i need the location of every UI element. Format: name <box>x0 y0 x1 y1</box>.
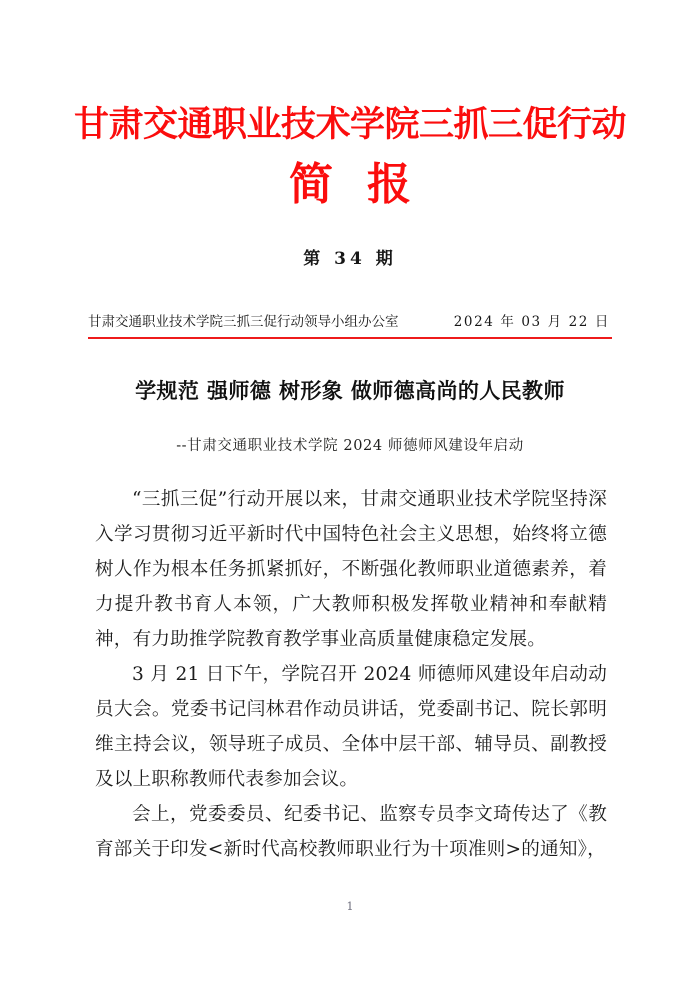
issue-number: 第 34 期 <box>303 249 397 269</box>
issuing-office: 甘肃交通职业技术学院三抓三促行动领导小组办公室 <box>88 314 399 330</box>
issue-date: 2024 年 03 月 22 日 <box>453 314 610 330</box>
article-body <box>95 482 607 867</box>
imprint-line <box>88 310 612 330</box>
red-divider-rule <box>88 337 612 339</box>
masthead <box>0 102 700 216</box>
article-subheadline: --甘肃交通职业技术学院 2024 师德师风建设年启动 <box>176 438 524 454</box>
paragraph: 会上，党委委员、纪委书记、监察专员李文琦传达了《教育部关于印发<新时代高校教师职业行为十项准则>的通知》， <box>95 804 607 860</box>
masthead-subtitle: 简报 <box>289 159 445 210</box>
masthead-title: 甘肃交通职业技术学院三抓三促行动 <box>73 104 626 145</box>
paragraph: 3 月 21 日下午，学院召开 2024 师德师风建设年启动动员大会。党委书记闫林君作动员讲话，党委副书记、院长郭明维主持会议，领导班子成员、全体中层干部、辅导员、副教授及以上职称教师代表参加会议。 <box>95 664 607 790</box>
page-number: 1 <box>346 900 354 913</box>
article-headline: 学规范 强师德 树形象 做师德高尚的人民教师 <box>135 378 565 403</box>
paragraph: “三抓三促”行动开展以来，甘肃交通职业技术学院坚持深入学习贯彻习近平新时代中国特色社会主义思想，始终将立德树人作为根本任务抓紧抓好，不断强化教师职业道德素养，着力提升教书育人本领，广大教师积极发挥敬业精神和奉献精神，有力助推学院教育教学事业高质量健康稳定发展。 <box>95 489 607 650</box>
